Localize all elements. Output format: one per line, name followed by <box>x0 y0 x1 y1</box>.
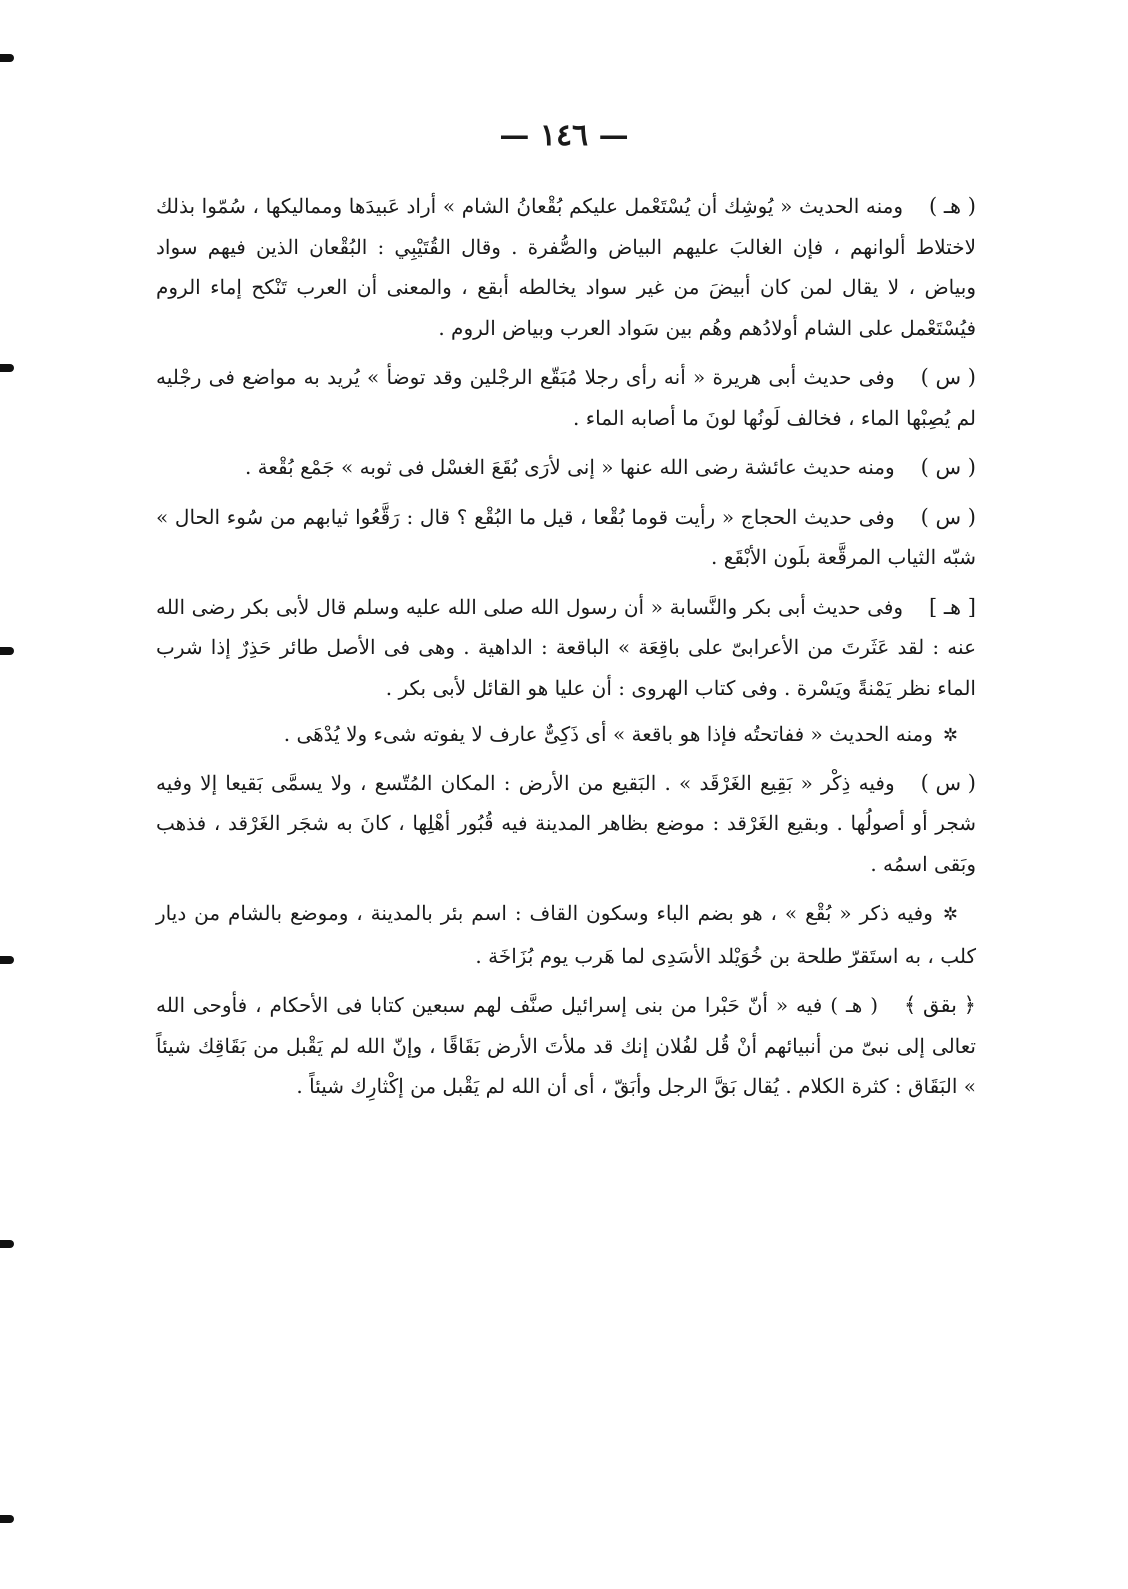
paragraph-text: وفى حديث الحجاج « رأيت قوما بُقْعا ، قيل ما البُقْع ؟ قال : رَقَّعُوا ثيابهم من سُوء الحال » شبّه الثياب المرقَّعة بلَون الأبْقَع . <box>156 504 976 569</box>
paragraph <box>156 893 976 976</box>
source-tag: [ هـ ] <box>929 594 976 619</box>
paragraph <box>156 447 976 488</box>
binding-mark <box>0 1240 14 1248</box>
paragraph <box>156 985 976 1107</box>
binding-mark <box>0 647 14 655</box>
source-tag: ( س ) <box>920 770 976 795</box>
source-tag: ( هـ ) <box>929 194 976 218</box>
paragraph <box>156 357 976 438</box>
binding-mark <box>0 364 14 372</box>
paragraph-text: وفى حديث أبى هريرة « أنه رأى رجلا مُبَقّع الرجْلين وقد توضأ » يُريد به مواضع فى رجْليه لم يُصِبْها الماء ، فخالف لَونُها لونَ ما أصابه الماء . <box>156 365 976 430</box>
binding-mark <box>0 1515 14 1523</box>
page-body <box>156 186 976 1116</box>
paragraph-text: ومنه الحديث « يُوشِك أن يُسْتَعْمل عليكم بُقْعانُ الشام » أراد عَبيدَها ومماليكها ، سُمّوا بذلك لاختلاط ألوانهم ، فإن الغالبَ عليهم البياض والصُّفرة . وقال القُتَيْبِي : البُقْعان الذين فيهم سواد وبياض ، لا يقال لمن كان أبيضَ من غير سواد يخالطه أبقع ، والمعنى أن العرب تَنْكح إماء الروم فيُسْتَعْمل على الشام أولادُهم وهُم بين سَواد العرب وبياض الروم . <box>156 194 976 340</box>
paragraph-text: ومنه حديث عائشة رضى الله عنها « إنى لأرَى بُقَعَ الغسْل فى ثوبه » جَمْع بُقْعة . <box>244 455 895 479</box>
source-tag: ( س ) <box>920 504 976 529</box>
star-marker: ✲ <box>942 904 958 925</box>
paragraph <box>156 186 976 348</box>
source-tag: ( س ) <box>920 365 976 389</box>
paragraph-text: وفى حديث أبى بكر والنَّسابة « أن رسول الله صلى الله عليه وسلم قال لأبى بكر رضى الله عنه : لقد عَثَرتَ من الأعرابىّ على باقِعَة » الباقعة : الداهية . وهى فى الأصل طائر حَذِرٌ إذا شرب الماء نظر يَمْنةً ويَسْرة . وفى كتاب الهروى : أن عليا هو القائل لأبى بكر . <box>156 594 976 700</box>
paragraph-text: ( هـ ) فيه « أنّ حَبْرا من بنى إسرائيل صنَّف لهم سبعين كتابا فى الأحكام ، فأوحى الله تعالى إلى نبىّ من أنبيائهم أنْ قُل لفُلان إنك قد ملأتَ الأرض بَقَاقًا ، وإنّ الله لم يَقْبل من بَقَاقِك شيئاً » البَقَاق : كثرة الكلام . يُقال بَقَّ الرجل وأبَقّ ، أى أن الله لم يَقْبل من إكْثارِك شيئاً . <box>156 993 976 1098</box>
binding-mark <box>0 956 14 964</box>
page-number: — ١٤٦ — <box>499 118 629 153</box>
paragraph-text: ومنه الحديث « ففاتحتُه فإذا هو باقعة » أى ذَكِىٌّ عارف لا يفوته شىء ولا يُدْهَى . <box>283 722 933 746</box>
paragraph <box>156 714 976 757</box>
paragraph <box>156 763 976 885</box>
paragraph-text: وفيه ذكر « بُقْع » ، هو بضم الباء وسكون القاف : اسم بئر بالمدينة ، وموضع بالشام من ديار كلب ، به استَقرّ طلحة بن خُوَيْلد الأسَدِى لما هَرب يوم بُزَاخَة . <box>156 901 976 968</box>
paragraph <box>156 497 976 578</box>
paragraph-text: وفيه ذِكْر « بَقِيع الغَرْقَد » . البَقيع من الأرض : المكان المُتّسع ، ولا يسمَّى بَقيعا إلا وفيه شجر أو أصولُها . وبقيع الغَرْقد : موضع بظاهر المدينة فيه قُبُور أهْلِها ، كانَ به شجَر الغَرْقد ، فذهب وبَقى اسمُه . <box>156 770 976 876</box>
entry-heading: ﴿ بقق ﴾ <box>904 993 976 1017</box>
star-marker: ✲ <box>942 725 958 746</box>
source-tag: ( س ) <box>920 455 976 479</box>
binding-mark <box>0 54 14 62</box>
paragraph <box>156 587 976 709</box>
